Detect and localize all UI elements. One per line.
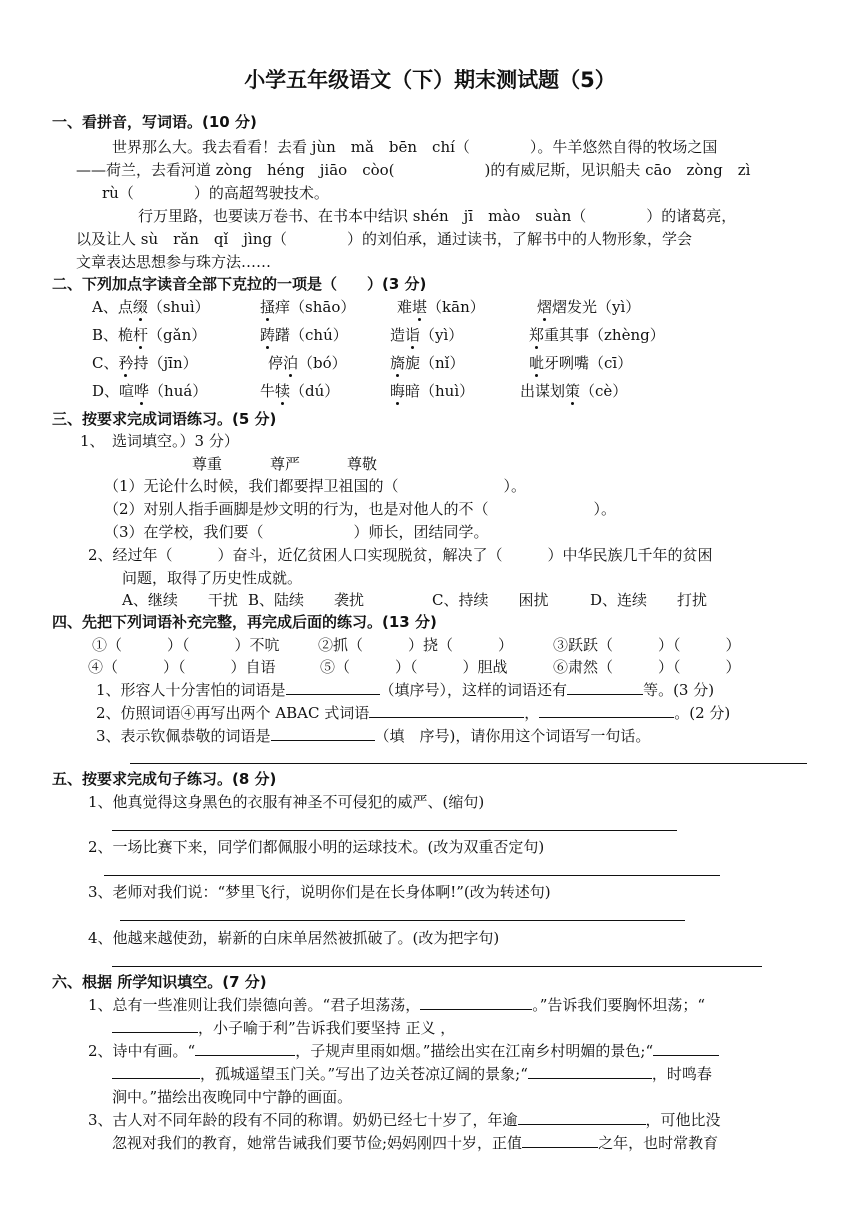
s6-q1-line-1: 1、总有一些准则让我们崇德向善。“君子坦荡荡， 。”告诉我们要胸怀坦荡；“: [88, 996, 706, 1014]
s3-option-a: A、继续 干扰: [122, 591, 238, 609]
option-b-item-2: 踌躇（chú）: [260, 326, 348, 344]
s6-q1-line-2: ，小子喻于利”告诉我们要坚持 正义 ，: [112, 1018, 455, 1038]
option-a-item-1: A、点缀（shuì）: [92, 298, 210, 316]
answer-blank[interactable]: [286, 680, 380, 695]
answer-blank[interactable]: [653, 1041, 719, 1056]
s6-q3-line-1: 3、古人对不同年龄的段有不同的称谓。奶奶已经七十岁了，年逾 ，可他比没: [88, 1111, 721, 1129]
s5-q4: 4、他越来越使劲，崭新的白床单居然被抓破了。(改为把字句): [88, 929, 500, 947]
answer-blank[interactable]: [369, 703, 524, 718]
idiom-4: ④（ ）（ ）自语: [88, 658, 276, 676]
s1-line-5: 以及让人 sù rǎn qǐ jìng（ ）的刘伯承，通过读书，了解书中的人物形象，学会: [76, 230, 693, 248]
s3-q2: （2）对别人指手画脚是炒文明的行为，也是对他人的不（ ）。: [104, 500, 617, 518]
answer-line[interactable]: [112, 966, 762, 967]
section-1-heading: 一、看拼音，写词语。(10 分): [52, 113, 257, 131]
idiom-5: ⑤（ ）（ ）胆战: [320, 658, 508, 676]
s3-option-d: D、连续 打扰: [590, 591, 708, 609]
word-choice-3: 尊敬: [347, 455, 378, 473]
answer-blank[interactable]: [567, 680, 643, 695]
s6-q3-line-2: 忽视对我们的教育，她常告诫我们要节俭;妈妈刚四十岁，正值 之年，也时常教育: [112, 1134, 719, 1152]
option-b-item-3: 造诣（yì）: [390, 326, 464, 344]
idiom-1: ①（ ）（ ）不吭: [92, 636, 280, 654]
option-d-item-4: 出谋划策（cè）: [520, 382, 628, 400]
answer-line[interactable]: [112, 830, 677, 831]
s1-line-6: 文章表达思想参与珠方法……: [76, 253, 272, 271]
idiom-3: ③跃跃（ ）（ ）: [553, 636, 741, 654]
idiom-6: ⑥肃然（ ）（ ）: [553, 658, 741, 676]
s1-line-1: 世界那么大。我去看看！去看 jùn mǎ bēn chí（ ）。牛羊悠然自得的牧场之国: [112, 138, 718, 156]
s6-q2-line-2: ，孤城遥望玉门关。”写出了边关苍凉辽阔的景象;“ ，时鸣春: [112, 1064, 712, 1084]
idiom-2: ②抓（ ）挠（ ）: [318, 636, 514, 654]
s3-q4-line-2: 问题，取得了历史性成就。: [122, 569, 303, 587]
answer-blank[interactable]: [271, 726, 375, 741]
section-4-heading: 四、先把下列词语补充完整，再完成后面的练习。(13 分): [52, 613, 437, 631]
answer-blank[interactable]: [539, 703, 674, 718]
answer-blank[interactable]: [420, 995, 532, 1010]
s3-q1: （1）无论什么时候，我们都要捍卫祖国的（ ）。: [104, 477, 527, 495]
answer-blank[interactable]: [195, 1041, 295, 1056]
s4-q1: 1、形容人十分害怕的词语是 （填序号），这样的词语还有 等。(3 分): [96, 681, 715, 699]
s4-q2: 2、仿照词语④再写出两个 ABAC 式词语 ， 。(2 分): [96, 704, 731, 722]
answer-blank[interactable]: [112, 1064, 200, 1079]
answer-line[interactable]: [120, 920, 685, 921]
answer-line[interactable]: [130, 763, 807, 764]
option-c-item-3: 旖旎（nǐ）: [390, 354, 465, 372]
option-c-item-4: 呲牙咧嘴（cī）: [529, 354, 633, 372]
option-b-item-1: B、桅杆（gǎn）: [92, 326, 207, 344]
word-choice-1: 尊重: [192, 455, 223, 473]
option-c-item-1: C、矜持（jīn）: [92, 354, 198, 372]
section-6-heading: 六、根据 所学知识填空。(7 分): [52, 973, 267, 991]
s5-q3: 3、老师对我们说：“梦里飞行，说明你们是在长身体啊!”(改为转述句): [88, 883, 551, 901]
s3-option-b: B、陆续 袭扰: [248, 591, 365, 609]
s3-q3: （3）在学校，我们要（ ）师长，团结同学。: [104, 523, 489, 541]
s1-line-4: 行万里路，也要读万卷书、在书本中结识 shén jī mào suàn（ ）的诸葛亮，: [138, 207, 737, 225]
answer-blank[interactable]: [528, 1064, 652, 1079]
s6-q2-line-1: 2、诗中有画。“ ，子规声里雨如烟。”描绘出实在江南乡村明媚的景色;“: [88, 1041, 719, 1061]
option-a-item-2: 搔痒（shāo）: [260, 298, 356, 316]
s3-sub-1: 1、 选词填空。）3 分）: [80, 432, 239, 450]
option-d-item-1: D、喧哗（huá）: [92, 382, 208, 400]
option-d-item-2: 牛犊（dú）: [260, 382, 340, 400]
answer-line[interactable]: [104, 875, 720, 876]
answer-blank[interactable]: [112, 1018, 198, 1033]
option-d-item-3: 晦暗（huì）: [390, 382, 475, 400]
option-b-item-4: 郑重其事（zhèng）: [529, 326, 665, 344]
s3-option-c: C、持续 困扰: [432, 591, 549, 609]
s4-q3: 3、表示钦佩恭敬的词语是 （填 序号)，请你用这个词语写一句话。: [96, 727, 651, 745]
s6-q2-line-3: 涧中。”描绘出夜晚同中宁静的画面。: [112, 1088, 353, 1106]
option-a-item-3: 难堪（kān）: [397, 298, 485, 316]
answer-blank[interactable]: [518, 1110, 646, 1125]
s1-line-3: rù（ ）的高超驾驶技术。: [102, 184, 329, 202]
s1-line-2: ——荷兰，去看河道 zòng héng jiāo còo( )的有威尼斯，见识船夫 cāo zòng zì: [76, 161, 751, 179]
section-5-heading: 五、按要求完成句子练习。(8 分): [52, 770, 277, 788]
answer-blank[interactable]: [522, 1133, 598, 1148]
word-choice-2: 尊严: [270, 455, 301, 473]
section-3-heading: 三、按要求完成词语练习。(5 分): [52, 410, 277, 428]
option-a-item-4: 熠熠发光（yì）: [537, 298, 641, 316]
s5-q2: 2、一场比赛下来，同学们都佩服小明的运球技术。(改为双重否定句): [88, 838, 545, 856]
s3-q4-line-1: 2、经过年（ ）奋斗，近亿贫困人口实现脱贫，解决了（ ）中华民族几千年的贫困: [88, 546, 713, 564]
s5-q1: 1、他真觉得这身黑色的衣服有神圣不可侵犯的威严、(缩句): [88, 793, 485, 811]
page-title: 小学五年级语文（下）期末测试题（5）: [244, 68, 616, 92]
option-c-item-2: 停泊（bó）: [268, 354, 347, 372]
section-2-heading: 二、下列加点字读音全部下克拉的一项是（ ）(3 分): [52, 275, 427, 293]
